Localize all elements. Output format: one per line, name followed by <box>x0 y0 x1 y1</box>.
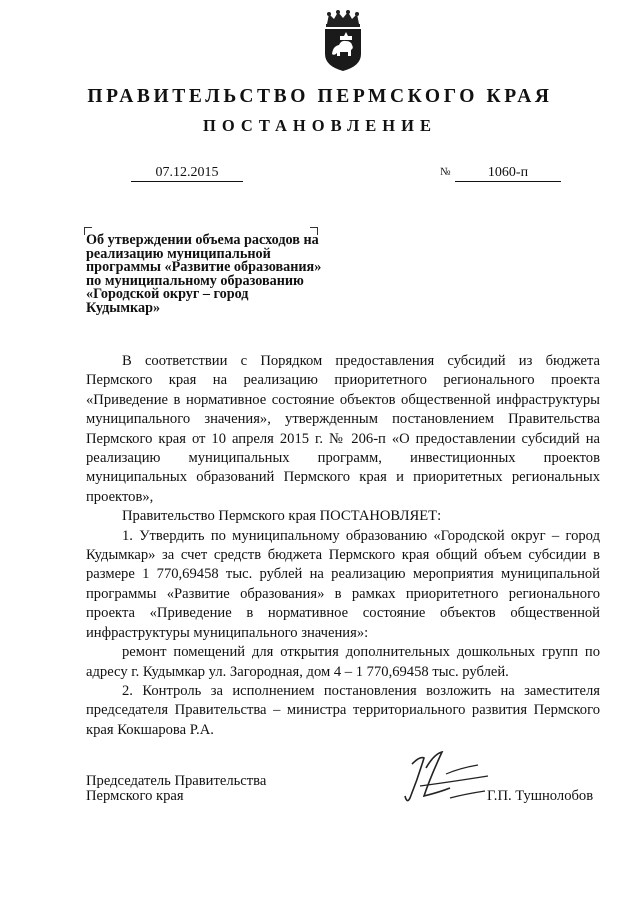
body-paragraph: Правительство Пермского края ПОСТАНОВЛЯЕТ: <box>122 508 442 525</box>
body-paragraph: В соответствии с Порядком предоставления субсидий из бюджета Пермского края на реализацию приоритетного регионального проекта «Приведение в нормативное состояние объектов общественной инфраструктуры муниципального значения», утвержденным постановлением Правительства Пермского края от 10 апреля 2015 г. № 206-п «О предоставлении субсидий на реализацию муниципальных программ, инвестиционных проектов муниципальных образований Пермского края и приоритетных региональных проектов», <box>86 353 600 505</box>
body-paragraph: ремонт помещений для открытия дополнительных дошкольных групп по адресу г. Кудымкар ул. Загородная, дом 4 – 1 770,69458 тыс. рублей. <box>86 644 600 680</box>
document-type: ПОСТАНОВЛЕНИЕ <box>203 116 437 135</box>
signer-title <box>86 774 266 804</box>
signer-title-line: Пермского края <box>86 788 184 804</box>
document-subject: Об утверждении объема расходов на реализацию муниципальной программы «Развитие образования» по муниципальному образованию «Городской округ – город Кудымкар» <box>86 232 322 316</box>
document-number: 1060-п <box>455 164 561 182</box>
body-paragraph: 2. Контроль за исполнением постановления возложить на заместителя председателя Правительства – министра территориального развития Пермского края Кокшарова Р.А. <box>86 682 600 738</box>
signer-name: Г.П. Тушнолобов <box>487 788 594 804</box>
body-paragraph: 1. Утвердить по муниципальному образованию «Городской округ – город Кудымкар» за счет средств бюджета Пермского края общий объем субсидии в размере 1 770,69458 тыс. рублей на реализацию мероприятия муниципальной программы «Развитие образования» в рамках приоритетного регионального проекта «Приведение в нормативное состояние объектов общественной инфраструктуры муниципального значения»: <box>86 527 600 641</box>
document-date: 07.12.2015 <box>131 164 243 182</box>
handwritten-signature <box>390 738 500 810</box>
organization-title: ПРАВИТЕЛЬСТВО ПЕРМСКОГО КРАЯ <box>87 86 553 107</box>
document-body <box>86 352 600 740</box>
signer-title-line: Председатель Правительства <box>86 773 267 789</box>
coat-of-arms-icon <box>321 10 365 72</box>
number-label: № <box>440 166 451 178</box>
